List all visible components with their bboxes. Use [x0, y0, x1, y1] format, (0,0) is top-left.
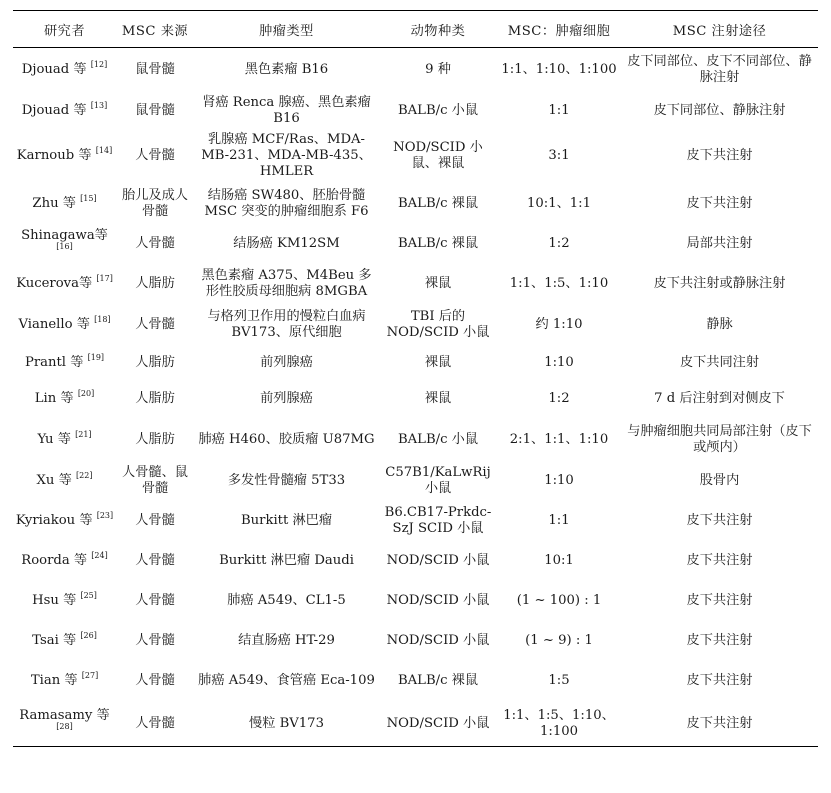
cell-msc-source: 鼠骨髓: [135, 61, 175, 77]
researcher-name: Djouad 等: [21, 61, 87, 77]
reference-number: [25]: [80, 590, 97, 600]
reference-number: [28]: [56, 722, 73, 732]
cell-msc-source: 人脂肪: [135, 431, 175, 447]
cell-tumor-type: 肺癌 A549、CL1-5: [227, 592, 346, 608]
table-header-row: [13, 11, 818, 48]
cell-msc-source: 人脂肪: [135, 354, 175, 370]
table-row: [13, 131, 818, 182]
researcher-name: Hsu 等: [32, 592, 77, 608]
cell-msc-tumor-ratio: 1:5: [548, 672, 570, 688]
cell-tumor-type: 肺癌 H460、胶质瘤 U87MG: [198, 431, 375, 447]
researcher-name: Prantl 等: [24, 354, 84, 370]
cell-animal-species: NOD/SCID 小鼠: [386, 592, 490, 608]
cell-msc-source: 人骨髓: [135, 592, 175, 608]
reference-number: [27]: [81, 670, 99, 680]
cell-msc-tumor-ratio: 1:2: [548, 235, 570, 251]
reference-number: [15]: [80, 193, 97, 203]
table-body: [13, 48, 818, 747]
researcher-name: Yu 等: [37, 431, 71, 447]
cell-msc-source: 人骨髓: [135, 632, 175, 648]
reference-number: [14]: [95, 146, 113, 155]
cell-msc-tumor-ratio: 1:1: [548, 103, 570, 118]
cell-injection-route: 皮下共注射: [686, 512, 753, 528]
cell-animal-species: B6.CB17-Prkdc-SzJ SCID 小鼠: [384, 504, 492, 536]
table-row: [13, 623, 818, 659]
cell-researcher: [13, 262, 116, 306]
cell-msc-tumor-ratio: 1:1: [548, 512, 570, 528]
header-tumor-type: 肿瘤类型: [194, 11, 379, 48]
researcher-name: Kucerova等: [16, 275, 93, 291]
researcher-name: Karnoub 等: [16, 148, 92, 163]
table-row: [13, 92, 818, 131]
cell-msc-tumor-ratio: 1:1、1:5、1:10、1:100: [497, 703, 621, 747]
cell-injection-route: 皮下共注射: [686, 592, 753, 608]
cell-researcher: [13, 463, 116, 499]
cell-tumor-type: Burkitt 淋巴瘤 Daudi: [219, 552, 354, 568]
cell-animal-species: BALB/c 裸鼠: [397, 235, 479, 251]
cell-animal-species: BALB/c 小鼠: [397, 431, 479, 447]
cell-msc-tumor-ratio: 1:10: [544, 354, 574, 370]
cell-animal-species: 裸鼠: [424, 390, 452, 406]
table-row: [13, 703, 818, 747]
reference-number: [21]: [75, 429, 92, 439]
cell-injection-route: 与肿瘤细胞共同局部注射（皮下或颅内）: [627, 423, 812, 455]
reference-number: [12]: [90, 59, 108, 69]
researcher-name: Tsai 等: [32, 632, 77, 648]
cell-tumor-type: 多发性骨髓瘤 5T33: [227, 472, 346, 488]
cell-injection-route: 皮下同部位、静脉注射: [653, 103, 786, 118]
researcher-name: Ramasamy 等: [19, 708, 110, 724]
cell-researcher: [13, 381, 116, 417]
cell-msc-tumor-ratio: (1 ~ 100) : 1: [516, 592, 602, 608]
cell-animal-species: BALB/c 裸鼠: [397, 195, 479, 211]
cell-msc-source: 人骨髓: [135, 235, 175, 251]
cell-msc-tumor-ratio: 约 1:10: [535, 317, 583, 332]
cell-researcher: [13, 226, 116, 262]
cell-msc-source: 人骨髓: [135, 552, 175, 568]
reference-number: [16]: [56, 241, 73, 251]
cell-tumor-type: 前列腺癌: [260, 354, 313, 370]
cell-injection-route: 皮下共注射: [686, 195, 753, 211]
cell-msc-source: 人脂肪: [135, 275, 175, 291]
cell-researcher: [13, 417, 116, 463]
table-row: [13, 381, 818, 417]
cell-msc-source: 人骨髓: [135, 512, 175, 528]
header-injection-route: MSC 注射途径: [621, 11, 818, 48]
cell-msc-source: 人骨髓: [135, 317, 175, 332]
researcher-name: Xu 等: [36, 472, 72, 488]
cell-msc-tumor-ratio: 10:1、1:1: [526, 195, 592, 211]
cell-animal-species: BALB/c 小鼠: [397, 103, 479, 118]
cell-injection-route: 皮下共注射: [621, 703, 818, 747]
cell-tumor-type: 前列腺癌: [260, 390, 313, 406]
cell-researcher: [13, 345, 116, 381]
researcher-name: Zhu 等: [32, 195, 76, 211]
cell-tumor-type: 结肠癌 KM12SM: [233, 235, 340, 251]
table-row: [13, 463, 818, 499]
cell-tumor-type: 结肠癌 SW480、胚胎骨髓 MSC 突变的肿瘤细胞系 F6: [204, 187, 369, 219]
cell-msc-source: 鼠骨髓: [135, 103, 175, 118]
table-row: [13, 543, 818, 579]
cell-msc-tumor-ratio: 2:1、1:1、1:10: [509, 431, 609, 447]
cell-researcher: [13, 92, 116, 131]
table-row: [13, 48, 818, 92]
reference-number: [13]: [90, 101, 108, 110]
table-row: [13, 345, 818, 381]
cell-researcher: [13, 499, 116, 543]
researcher-name: Roorda 等: [21, 552, 88, 568]
cell-tumor-type: 与格列卫作用的慢粒白血病 BV173、原代细胞: [207, 309, 366, 340]
cell-injection-route: 皮下共注射: [686, 672, 753, 688]
header-msc-tumor-ratio: MSC：肿瘤细胞: [497, 11, 621, 48]
cell-injection-route: 局部共注射: [686, 235, 753, 251]
cell-animal-species: C57B1/KaLwRij 小鼠: [385, 464, 491, 496]
cell-researcher: [13, 48, 116, 92]
researcher-name: Djouad 等: [21, 103, 87, 118]
cell-injection-route: 静脉: [706, 317, 733, 332]
researcher-name: Shinagawa等: [21, 227, 108, 243]
cell-tumor-type: 慢粒 BV173: [194, 703, 379, 747]
researcher-name: Lin 等: [34, 390, 74, 406]
table-row: [13, 306, 818, 345]
table-row: [13, 579, 818, 623]
reference-number: [26]: [80, 630, 97, 640]
cell-animal-species: 9 种: [425, 61, 451, 77]
table-row: [13, 417, 818, 463]
researcher-name: Kyriakou 等: [15, 512, 93, 528]
cell-msc-tumor-ratio: 1:1、1:5、1:10: [509, 275, 609, 291]
cell-tumor-type: 结直肠癌 HT-29: [238, 632, 335, 648]
reference-number: [24]: [91, 550, 108, 560]
header-researcher: 研究者: [13, 11, 116, 48]
cell-injection-route: 皮下共注射: [686, 552, 753, 568]
cell-researcher: [13, 182, 116, 226]
cell-tumor-type: 黑色素瘤 B16: [244, 61, 329, 77]
cell-tumor-type: 黑色素瘤 A375、M4Beu 多形性胶质母细胞病 8MGBA: [201, 267, 372, 299]
cell-researcher: [13, 579, 116, 623]
header-animal-species: 动物种类: [379, 11, 497, 48]
cell-researcher: [13, 543, 116, 579]
table-row: [13, 659, 818, 703]
cell-injection-route: 皮下共注射或静脉注射: [653, 275, 786, 291]
cell-tumor-type: 肾癌 Renca 腺癌、黑色素瘤 B16: [202, 95, 371, 126]
cell-msc-source: 胎儿及成人骨髓: [122, 187, 188, 219]
cell-animal-species: NOD/SCID 小鼠: [386, 552, 490, 568]
reference-number: [17]: [96, 273, 113, 283]
cell-researcher: [13, 131, 116, 182]
cell-msc-tumor-ratio: 3:1: [548, 148, 570, 163]
reference-number: [19]: [87, 352, 105, 362]
cell-msc-source: 人骨髓: [135, 672, 175, 688]
cell-animal-species: NOD/SCID 小鼠: [379, 703, 497, 747]
cell-injection-route: 皮下同部位、皮下不同部位、静脉注射: [627, 53, 812, 85]
cell-animal-species: BALB/c 裸鼠: [397, 672, 479, 688]
cell-researcher: [13, 306, 116, 345]
reference-number: [20]: [77, 388, 95, 398]
table-row: [13, 262, 818, 306]
cell-msc-source: 人骨髓: [116, 703, 194, 747]
researcher-name: Tian 等: [30, 672, 78, 688]
cell-injection-route: 皮下共同注射: [679, 354, 760, 370]
cell-injection-route: 皮下共注射: [686, 632, 753, 648]
cell-msc-source: 人骨髓、鼠骨髓: [122, 464, 188, 496]
cell-msc-tumor-ratio: 1:10: [544, 472, 574, 488]
cell-msc-tumor-ratio: 10:1: [544, 552, 574, 568]
table-row: [13, 499, 818, 543]
cell-injection-route: 皮下共注射: [686, 148, 753, 163]
cell-injection-route: 7 d 后注射到对侧皮下: [654, 390, 785, 406]
table-row: [13, 182, 818, 226]
cell-researcher: [13, 703, 116, 747]
cell-animal-species: TBI 后的 NOD/SCID 小鼠: [386, 309, 490, 340]
cell-researcher: [13, 623, 116, 659]
cell-tumor-type: Burkitt 淋巴瘤: [240, 512, 333, 528]
table-row: [13, 226, 818, 262]
cell-animal-species: 裸鼠: [424, 275, 452, 291]
reference-number: [22]: [76, 470, 93, 480]
researcher-name: Vianello 等: [18, 317, 90, 332]
cell-animal-species: NOD/SCID 小鼠: [386, 632, 490, 648]
cell-tumor-type: 乳腺癌 MCF/Ras、MDA-MB-231、MDA-MB-435、HMLER: [201, 132, 372, 179]
cell-msc-tumor-ratio: (1 ~ 9) : 1: [525, 632, 593, 648]
cell-injection-route: 股骨内: [699, 472, 740, 488]
header-msc-source: MSC 来源: [116, 11, 194, 48]
cell-tumor-type: 肺癌 A549、食管癌 Eca-109: [198, 672, 375, 688]
cell-msc-source: 人脂肪: [135, 390, 175, 406]
cell-animal-species: NOD/SCID 小鼠、裸鼠: [393, 140, 483, 171]
msc-tumor-study-table: [13, 10, 818, 747]
cell-msc-tumor-ratio: 1:1、1:10、1:100: [501, 61, 617, 77]
cell-researcher: [13, 659, 116, 703]
cell-msc-source: 人骨髓: [135, 148, 175, 163]
reference-number: [23]: [96, 510, 114, 520]
reference-number: [18]: [94, 315, 111, 324]
cell-msc-tumor-ratio: 1:2: [548, 390, 570, 406]
cell-animal-species: 裸鼠: [424, 354, 452, 370]
